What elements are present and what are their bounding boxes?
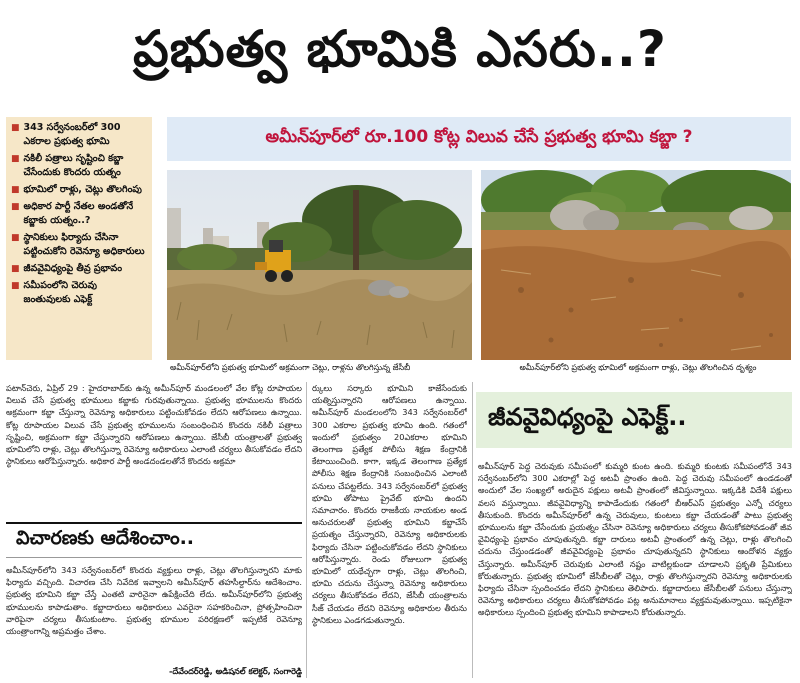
article-column-2: ర్కులు సర్కారు భూమిని కాజేసేందుకు యత్నిస్తున్నారని ఆరోపణలు ఉన్నాయి. అమీన్‌పూర్ మండలంలోని 343 సర్వేనంబర్‌లో 300 ఎకరాల ప్రభుత్వ భూమి ఉంది. గతంలో ఇందులో ప్రభుత్వం 20ఎకరాల భూమిని తెలంగాణ ప్రత్యేక పోలీసు శిక్షణ కేంద్రానికి కేటాయించింది. కాగా, ఇక్కడ తెలంగాణ ప్రత్యేక పోలీసు శిక్షణ కేంద్రానికి సంబంధించిన ఎలాంటి పనులు చేపట్టలేదు. 343 సర్వేనంబర్‌లో ప్రభుత్వ భూమి తోపాటు ప్రైవేట్ భూమి ఉందని సమాచారం. కొందరు రాజకీయ నాయకుల అండ అనుచరులతో ప్రభుత్వ భూమిని కబ్జాచేసే ప్రయత్నం చేస్తున్నారని, రెవెన్యూ అధికారులకు ఫిర్యాదు చేసినా పట్టించుకోవడం లేదని స్థానికులు ఆరోపిస్తున్నారు. రెండు రోజులుగా ప్రభుత్వ భూమిలో యథేచ్ఛగా రాళ్లు, చెట్లు తొలగించి, భూమి చదును చేస్తున్నా రెవెన్యూ అధికారులు చర్యలు తీసుకోవడం లేదని, జేసీబీ యంత్రాలను సీజ్ చేయడం లేదని రెవెన్యూ అధికారుల తీరును స్థానికులు ఎండగడుతున్నారు.: [312, 383, 467, 625]
biodiversity-heading: జీవవైవిధ్యంపై ఎఫెక్ట్..: [476, 392, 792, 448]
bullet-icon: ■: [11, 202, 20, 212]
highlights-box: [6, 117, 152, 360]
headline: ప్రభుత్వ భూమికి ఎసరు..?: [0, 0, 800, 110]
subheadline: అమీన్‌పూర్‌లో రూ.100 కోట్ల విలువ చేసే ప్రభుత్వ భూమి కబ్జా ?: [167, 117, 791, 161]
bullet-icon: ■: [11, 233, 20, 243]
highlight-text: 343 సర్వేనంబర్‌లో 300 ఎకరాల ప్రభుత్వ భూమి: [23, 122, 121, 147]
highlight-item: [11, 200, 147, 228]
photo-cleared-land: [481, 170, 791, 360]
inquiry-heading: విచారణకు ఆదేశించాం..: [6, 522, 302, 558]
column-divider: [472, 382, 473, 678]
quote-credit: -దేవేందర్‌రెడ్డి, అడిషనల్ కలెక్టర్, సంగారెడ్డి: [168, 666, 302, 676]
highlight-item: [11, 152, 147, 180]
photo2-caption: అమీన్‌పూర్‌లోని ప్రభుత్వ భూమిలో అక్రమంగా రాళ్లు, చెట్లు తొలగించిన దృశ్యం: [486, 362, 790, 373]
bullet-icon: ■: [11, 185, 20, 195]
highlight-item: [11, 231, 147, 259]
highlight-item: [11, 121, 147, 149]
highlight-item: [11, 262, 147, 276]
bullet-icon: ■: [11, 154, 20, 164]
article-column-1: పటాన్‌చెరు, ఏప్రిల్ 29 : హైదరాబాద్‌కు ఉన్న అమీన్‌పూర్ మండలంలో వేల కోట్ల రూపాయల విలువ చేసే ప్రభుత్వ భూములు కబ్జాకు గురవుతున్నాయి. ప్రభుత్వ భూములను కొందరు అక్రమంగా కబ్జా చేస్తున్నా రెవెన్యూ అధికారులు పట్టించుకోవడం లేదని ఆరోపణలు ఉన్నాయి. కోట్ల రూపాయల విలువ చేసే ప్రభుత్వ భూములను సంబంధించిన కొందరు నకిలీ పత్రాలు సృష్టించి, అక్రమంగా కబ్జా చేస్తున్నారని ఆరోపణలు ఉన్నాయి. జేసీబీ యంత్రాలతో ప్రభుత్వ భూమిలోని రాళ్లు, చెట్లు తొలగిస్తున్నా రెవెన్యూ అధికారులు ఎలాంటి చర్యలు తీసుకోవడం లేదని స్థానికులు ఆరోపిస్తున్నారు. అధికార పార్టీ అండదండలతోనే కొందరు అక్రమా: [6, 383, 302, 467]
highlight-text: భూమిలో రాళ్లు, చెట్లు తొలగింపు: [23, 184, 142, 195]
highlight-text: సమీపంలోని చెరువు జంతువులకు ఎఫెక్ట్: [23, 280, 97, 305]
bullet-icon: ■: [11, 264, 20, 274]
photo1-caption: అమీన్‌పూర్‌లోని ప్రభుత్వ భూమిలో అక్రమంగా చెట్లు, రాళ్లను తొలగిస్తున్న జేసీబీ: [170, 362, 470, 373]
article-column-3: అమీన్‌పూర్ పెద్ద చెరువుకు సమీపంలో కుమ్మరి కుంట ఉంది. కుమ్మరి కుంటకు సమీపంలోనే 343 సర్వేనంబర్‌లోని 300 ఎకరాల్లో పెద్ద అటవీ ప్రాంతం ఉంది. పెద్ద చెరువు సమీపంలో ఉండడంతో అందులో వేల సంఖ్యలో అరుదైన పక్షులు అటవీ ప్రాంతంలో జీవిస్తున్నాయి. ఇక్కడికి విదేశీ పక్షులు వలస వస్తున్నాయి. జీవవైవిధ్యాన్ని కాపాడేందుకు గతంలో బీఆర్ఎస్ ప్రభుత్వం ఎన్నో చర్యలు తీసుకుంది. కొందరు అమీన్‌పూర్‌లో ఉన్న చెరువులు, కుంటలు కబ్జా చేయడంతో పాటు ప్రభుత్వ భూములను కబ్జా చేసేందుకు ప్రయత్నం చేసినా రెవెన్యూ అధికారులు చర్యలు తీసుకోకపోవడంతో జీవ వైవిధ్యంపై ప్రభావం చూపుతున్నది. కబ్జా దారులు అటవీ ప్రాంతంలో ఉన్న చెట్లు, రాళ్లు తొలగించి చదును చేస్తుండడంతో జీవవైవిధ్యంపై ప్రభావం చూపుతున్నదని స్థానికులు ఆందోళన వ్యక్తం చేస్తున్నారు. అమీన్‌పూర్ చెరువుకు ఎలాంటి నష్టం వాటిల్లకుండా చూడాలని ప్రకృతి ప్రేమికులు కోరుతున్నారు. ప్రభుత్వ భూమిలో జేసీబీలతో చెట్లు, రాళ్లు తొలగిస్తున్నారని రెవెన్యూ అధికారులకు ఫిర్యాదు చేసినా స్పందించడం లేదని స్థానికులు తెలిపారు. కబ్జాదారులు జేసీబీలతో పనులు చేస్తున్నా రెవెన్యూ అధికారులు చర్యలు తీసుకోకపోవడం పట్ల అనుమానాలు వ్యక్తమవుతున్నాయి. ఇప్పటికైనా అధికారులు స్పందించి ప్రభుత్వ భూమిని కాపాడాలని కోరుతున్నారు.: [478, 461, 792, 618]
highlight-text: అధికార పార్టీ నేతల అండతోనే కబ్జాకు యత్నం..?: [23, 201, 134, 226]
highlight-text: నకిలీ పత్రాలు సృష్టించి కబ్జా చేసేందుకు కొందరు యత్నం: [23, 153, 124, 178]
inquiry-quote: అమీన్‌పూర్‌లోని 343 సర్వేనంబర్‌లో కొందరు వ్యక్తులు రాళ్లు, చెట్లు తొలగిస్తున్నారని మాకు ఫిర్యాదు వచ్చింది. విచారణ చేసి నివేదిక ఇవ్వాలని అమీన్‌పూర్ తహసీల్దార్‌ను ఆదేశించాం. ప్రభుత్వ భూమిని కబ్జా చేస్తే ఎంతటి వారినైనా ఉపేక్షించేది లేదు. అమీన్‌పూర్‌లోని ప్రభుత్వ భూములను కాపాడుతాం. కబ్జాదారులు అధికారులు ఎవరైనా సహకరించినా, ప్రోత్సహించినా వారిపైనా చర్యలు తీసుకుంటాం. ప్రభుత్వ భూముల పరిరక్షణలో ఇప్పటికే రెవెన్యూ యంత్రాంగాన్ని అప్రమత్తం చేశాం.: [6, 565, 302, 637]
column-divider: [306, 382, 307, 678]
highlight-item: [11, 183, 147, 197]
highlight-item: [11, 279, 147, 307]
photo-bulldozer-clearing: [167, 170, 472, 360]
highlight-text: స్థానికులు ఫిర్యాదు చేసినా పట్టించుకోని రెవెన్యూ అధికారులు: [23, 232, 145, 257]
bullet-icon: ■: [11, 123, 20, 133]
highlight-text: జీవవైవిధ్యంపై తీవ్ర ప్రభావం: [23, 263, 123, 274]
bullet-icon: ■: [11, 281, 20, 291]
